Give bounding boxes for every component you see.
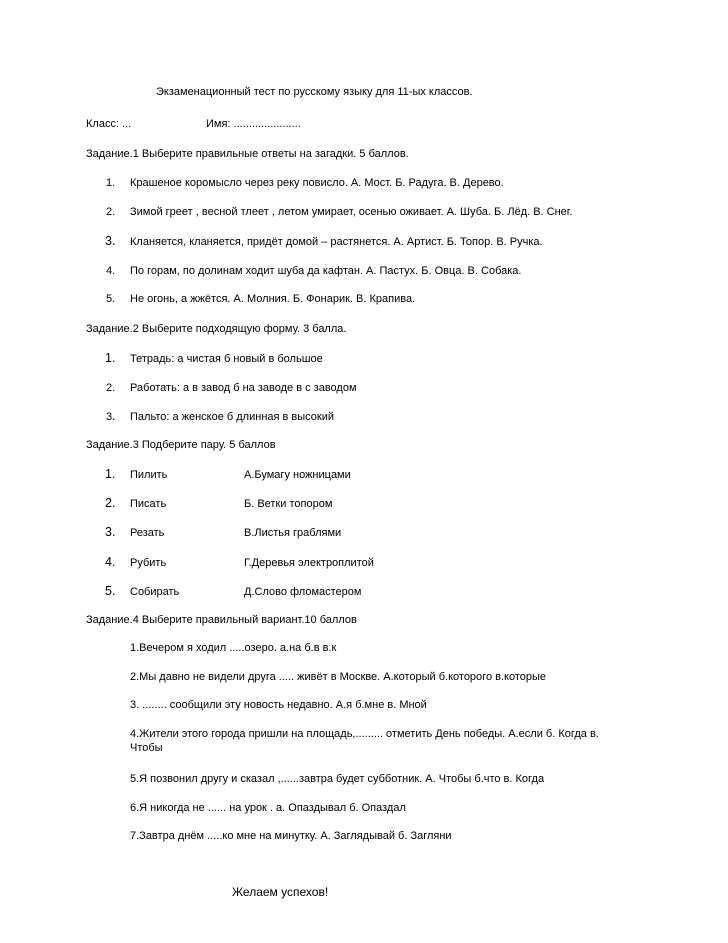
item-number: 1. [105, 467, 116, 481]
task2-header: Задание.2 Выберите подходящую форму. 3 балла. [86, 323, 347, 335]
item-text: Работать: а в завод б на заводе в с заводом [130, 382, 357, 394]
item-right: А.Бумагу ножницами [244, 469, 351, 481]
item-left: Писать [130, 498, 167, 510]
item-number: 3. [105, 234, 116, 248]
item-left: Собирать [130, 586, 180, 598]
item-text: Крашеное коромысло через реку повисло. А. Мост. Б. Радуга. В. Дерево. [130, 177, 504, 189]
item-number: 2. [106, 206, 116, 218]
task4-item-2: 2.Мы давно не видели друга ..... живёт в Москве. А.который б.которого в.которые [130, 671, 547, 683]
item-number: 2. [105, 496, 116, 510]
item-number: 3. [106, 411, 116, 423]
name-field-label: Имя: ...................... [206, 118, 301, 130]
class-field-label: Класс: ... [86, 118, 132, 130]
item-right: Д.Слово фломастером [244, 586, 362, 598]
task4-item-1: 1.Вечером я ходил .....озеро. а.на б.в в.к [130, 642, 337, 654]
item-number: 1. [106, 177, 116, 189]
page-title: Экзаменационный тест по русскому языку для 11-ых классов. [156, 86, 473, 98]
item-number: 5. [106, 293, 116, 305]
task4-item-6: 6.Я никогда не ...... на урок . а. Опаздывал б. Опаздал [130, 802, 406, 814]
item-text: Не огонь, а жжётся. А. Молния. Б. Фонарик. В. Крапива. [130, 293, 416, 305]
item-right: В.Листья граблями [244, 527, 342, 539]
task3-header: Задание.3 Подберите пару. 5 баллов [86, 439, 276, 451]
task4-item-5: 5.Я позвонил другу и сказал ,......завтра будет субботник. А. Чтобы б.что в. Когда [130, 773, 545, 785]
item-number: 4. [106, 265, 116, 277]
item-text: Пальто: а женское б длинная в высокий [130, 411, 335, 423]
item-text: Зимой греет , весной тлеет , летом умирает, осенью оживает. А. Шуба. Б. Лёд. В. Снег. [130, 206, 573, 218]
task4-header: Задание.4 Выберите правильный вариант.10 баллов [86, 614, 357, 626]
task4-item-4: 4.Жители этого города пришли на площадь,......... отметить День победы. А.если б. Когда в. Чтобы [130, 728, 599, 754]
item-text: По горам, по долинам ходит шуба да кафтан. А. Пастух. Б. Овца. В. Собака. [130, 265, 522, 277]
item-right: Б. Ветки топором [244, 498, 333, 510]
item-left: Рубить [130, 557, 167, 569]
task4-item-3: 3. ........ сообщили эту новость недавно. А.я б.мне в. Мной [130, 699, 427, 711]
item-text: Кланяется, кланяется, придёт домой – растянется. А. Артист. Б. Топор. В. Ручка. [130, 236, 543, 248]
item-number: 5. [105, 584, 116, 598]
task1-header: Задание.1 Выберите правильные ответы на загадки. 5 баллов. [86, 148, 409, 160]
item-number: 2. [106, 382, 116, 394]
footer-wish: Желаем успехов! [232, 885, 329, 899]
item-number: 1. [105, 351, 116, 365]
item-number: 3. [105, 525, 116, 539]
item-right: Г.Деревья электроплитой [244, 557, 374, 569]
item-left: Пилить [130, 469, 168, 481]
item-left: Резать [130, 527, 165, 539]
item-number: 4. [105, 555, 116, 569]
task4-item-7: 7.Завтра днём .....ко мне на минутку. А. Заглядывай б. Загляни [130, 830, 452, 842]
item-text: Тетрадь: а чистая б новый в большое [130, 353, 323, 365]
